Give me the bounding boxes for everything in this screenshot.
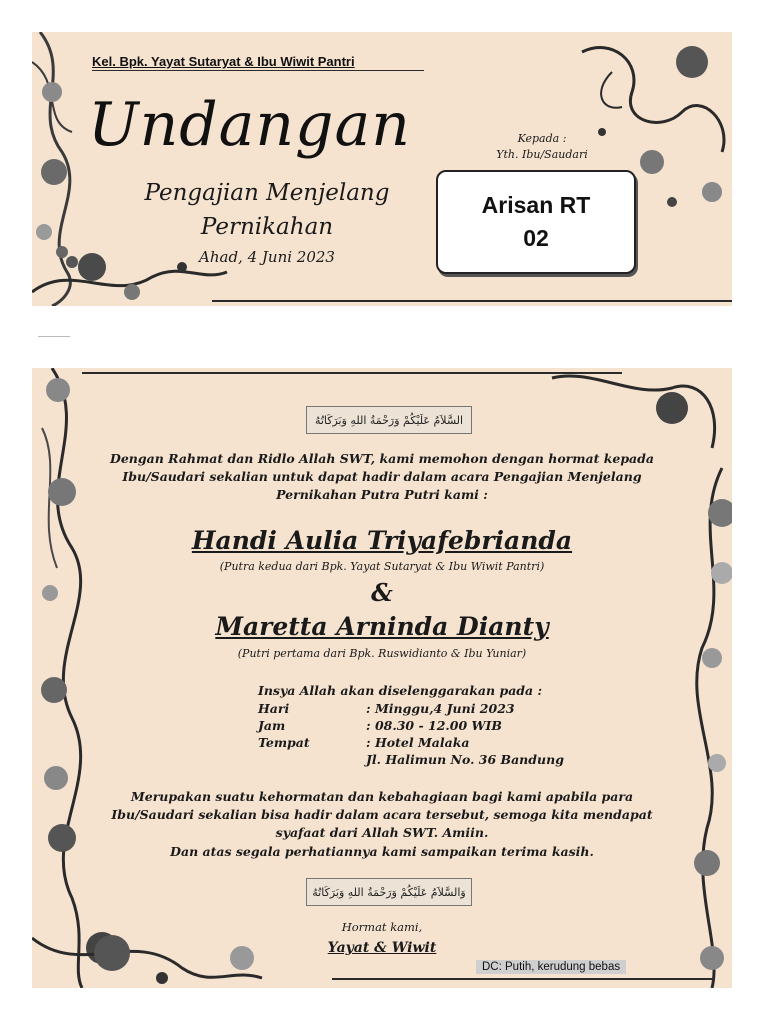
event-subtitle-line2: Pernikahan <box>200 214 334 240</box>
detail-label-place: Tempat <box>258 735 310 750</box>
event-intro: Insya Allah akan diselenggarakan pada : <box>258 683 543 698</box>
recipient-name-line2: 02 <box>523 225 549 251</box>
closing-line-4: Dan atas segala perhatiannya kami sampaikan terima kasih. <box>170 844 594 859</box>
bride-parents: (Putri pertama dari Bpk. Ruswidianto & Ibu Yuniar) <box>237 647 527 660</box>
kepada-label: Kepada : <box>517 132 567 145</box>
opening-line-1: Dengan Rahmat dan Ridlo Allah SWT, kami memohon dengan hormat kepada <box>109 451 654 466</box>
detail-row-place <box>258 734 578 752</box>
detail-row-day <box>258 700 578 718</box>
closing-line-1: Merupakan suatu kehormatan dan kebahagiaan bagi kami apabila para <box>130 789 634 804</box>
event-details <box>258 700 578 772</box>
groom-parents: (Putra kedua dari Bpk. Yayat Sutaryat & Ibu Wiwit Pantri) <box>219 560 545 573</box>
bride-name: Maretta Arninda Dianty <box>215 612 549 641</box>
signature: Yayat & Wiwit <box>327 940 437 956</box>
recipient-label: Yth. Ibu/Saudari <box>496 148 588 161</box>
groom-name: Handi Aulia Triyafebrianda <box>191 526 573 555</box>
bottom-card-bottom-rule <box>332 978 712 980</box>
salam-opening-calligraphy: السَّلاَمُ عَلَيْكُمْ وَرَحْمَةُ اللهِ وَبَرَكَاتُهُ <box>306 406 472 434</box>
salam-closing-calligraphy: وَالسَّلاَمُ عَلَيْكُمْ وَرَحْمَةُ اللهِ وَبَرَكَاتُهُ <box>306 878 472 906</box>
opening-line-2: Ibu/Saudari sekalian untuk dapat hadir dalam acara Pengajian Menjelang <box>122 469 642 484</box>
detail-value-place: : Hotel Malaka <box>366 735 470 750</box>
closing-line-3: syafaat dari Allah SWT. Amiin. <box>275 825 489 840</box>
detail-label-day: Hari <box>258 701 290 716</box>
floral-ornament-bottom-left-corner <box>32 898 272 988</box>
invitation-title: Undangan <box>88 90 411 160</box>
header-underline <box>92 70 424 71</box>
event-subtitle-line1: Pengajian Menjelang <box>144 180 390 206</box>
cut-line <box>38 336 70 337</box>
recipient-name-line1: Arisan RT <box>481 192 591 218</box>
detail-value-day: : Minggu,4 Juni 2023 <box>366 701 515 716</box>
regards-label: Hormat kami, <box>341 920 423 934</box>
invitation-body-card <box>32 368 732 988</box>
detail-value-address: Jl. Halimun No. 36 Bandung <box>366 752 564 767</box>
top-card-bottom-rule <box>212 300 732 302</box>
invitation-cover-card <box>32 32 732 306</box>
opening-line-3: Pernikahan Putra Putri kami : <box>276 487 488 502</box>
ampersand: & <box>371 578 393 607</box>
dress-code-note: DC: Putih, kerudung bebas <box>476 960 626 974</box>
detail-value-time: : 08.30 - 12.00 WIB <box>366 718 502 733</box>
detail-label-time: Jam <box>258 718 286 733</box>
detail-row-address <box>258 751 578 769</box>
event-date: Ahad, 4 Juni 2023 <box>199 248 335 266</box>
detail-row-time <box>258 717 578 735</box>
closing-line-2: Ibu/Saudari sekalian bisa hadir dalam acara tersebut, semoga kita mendapat <box>111 807 653 822</box>
family-header: Kel. Bpk. Yayat Sutaryat & Ibu Wiwit Pantri <box>92 54 355 69</box>
bottom-card-top-rule <box>82 372 622 374</box>
recipient-box <box>436 170 636 274</box>
